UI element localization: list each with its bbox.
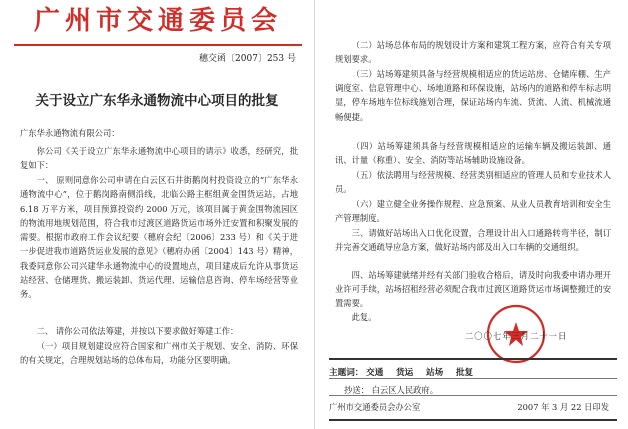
paragraph-text: 二、 请你公司依法筹建，并按以下要求做好筹建工作： <box>36 326 239 336</box>
keyword-item: 批复 <box>455 368 474 378</box>
header-red-rule <box>14 44 302 46</box>
keywords-row <box>329 358 617 378</box>
paragraph-text: （二）站场总体布局的规划设计方案和建筑工程方案，应符合有关专项规划要求。 <box>335 40 611 65</box>
keywords-label: 主题词： <box>329 368 364 378</box>
document-number: 穗交函〔2007〕253 号 <box>199 54 296 64</box>
paragraph-text: 此复。 <box>351 312 377 322</box>
right-paragraph-1 <box>335 38 611 66</box>
paragraph-text: （一）项目规划建设应符合国家和广州市关于规划、安全、消防、环保的有关规定，合理规划站场的总体布局，功能分区要明确。 <box>20 341 298 366</box>
paragraph-text: 四、站场筹建就绪并经有关部门验收合格后，请及时向我委申请办理开业许可手续，站场招租经营必须配合我市过渡区道路货运市场调整搬迁的安置需要。 <box>335 270 611 309</box>
document-page-right <box>315 0 628 429</box>
right-paragraph-8 <box>335 310 611 324</box>
right-paragraph-7 <box>335 268 611 311</box>
cc-value: 白云区人民政府。 <box>371 385 439 395</box>
paragraph-text: （三）站场筹建须具备与经营规模相适应的货运站房、仓储库棚、生产调度室、信息管理中心、场地道路和环保设施，站场内的道路和停车标志明显，停车场地车位标线施划合理，保证站场内车流、货流、人流、机械流通畅便捷。 <box>335 69 611 122</box>
keyword-item: 货运 <box>396 368 414 378</box>
addressee: 广东华永通物流有限公司： <box>20 128 120 138</box>
cc-label: 抄送： <box>344 385 369 395</box>
right-paragraph-4 <box>335 168 611 196</box>
keyword-item: 站场 <box>426 368 444 378</box>
left-paragraph-4 <box>20 339 298 368</box>
footer-row <box>329 395 617 421</box>
keyword-item: 交通 <box>366 368 384 378</box>
paragraph-text: 三、请做好站场出入口优化设置，合理设计出入口通路转弯半径，制订并完善交通疏导应急方案，做好站场内部及出入口车辆的交通组织。 <box>335 228 611 253</box>
paragraph-text: （六）建立健全业务操作规程、应急预案、从业人员教育培训和安全生产管理制度。 <box>335 199 611 224</box>
right-paragraph-5 <box>335 197 611 225</box>
left-paragraph-3 <box>20 324 298 338</box>
left-paragraph-2 <box>20 173 298 302</box>
paragraph-text: （四）站场筹建须具备与经营规模相适应的运输车辆及搬运装卸、通讯、计量（称重）、安全、消防等站场辅助设施设备。 <box>335 141 611 166</box>
paragraph-text: 你公司《关于设立广东华永通物流中心项目的请示》收悉，经研究，批复如下： <box>20 146 298 171</box>
right-paragraph-6 <box>335 226 611 254</box>
right-paragraph-2 <box>335 67 611 124</box>
left-paragraph-1 <box>20 144 298 173</box>
paragraph-text: 一、 原则同意你公司申请在白云区石井街鹅岗村投资设立的“广东华永通物流中心”，位于鹅岗路南侧沿线，北临公路主框组黄金围货运站，占地 6.18 万平方米，项目预算投资约 2000 万元，该项目属于黄金围物流园区的物流用地规划范围，符合我市过渡区道路货运市场外迁安置和积聚发展的需要。根据市政府工作会议纪要（穗府会纪〔2006〕233 号）和《关于进一步促进我市道路货运业发展的意见》（穗府办函〔2004〕143 号）精神，我委同意你公司兴建华永通物流中心的设置地点，项目建成后允许从事货运站经营、仓储理货、搬运装卸、货运代理、运输信息咨询、停车场经营等业务。 <box>20 175 298 300</box>
footer-date: 2007 年 3 月 22 日印发 <box>517 402 609 412</box>
signature-date: 二〇〇七年三月二十一日 <box>465 331 568 341</box>
footer-office: 广州市交通委员会办公室 <box>329 402 421 412</box>
paragraph-text: （五）依法聘用与经营规模、经营类别相适应的管理人员和专业技术人员。 <box>335 170 611 195</box>
document-title: 关于设立广东华永通物流中心项目的批复 <box>35 93 279 109</box>
cc-row <box>329 378 617 396</box>
org-header-title: 广州市交通委员会 <box>33 6 282 36</box>
right-paragraph-3 <box>335 139 611 167</box>
